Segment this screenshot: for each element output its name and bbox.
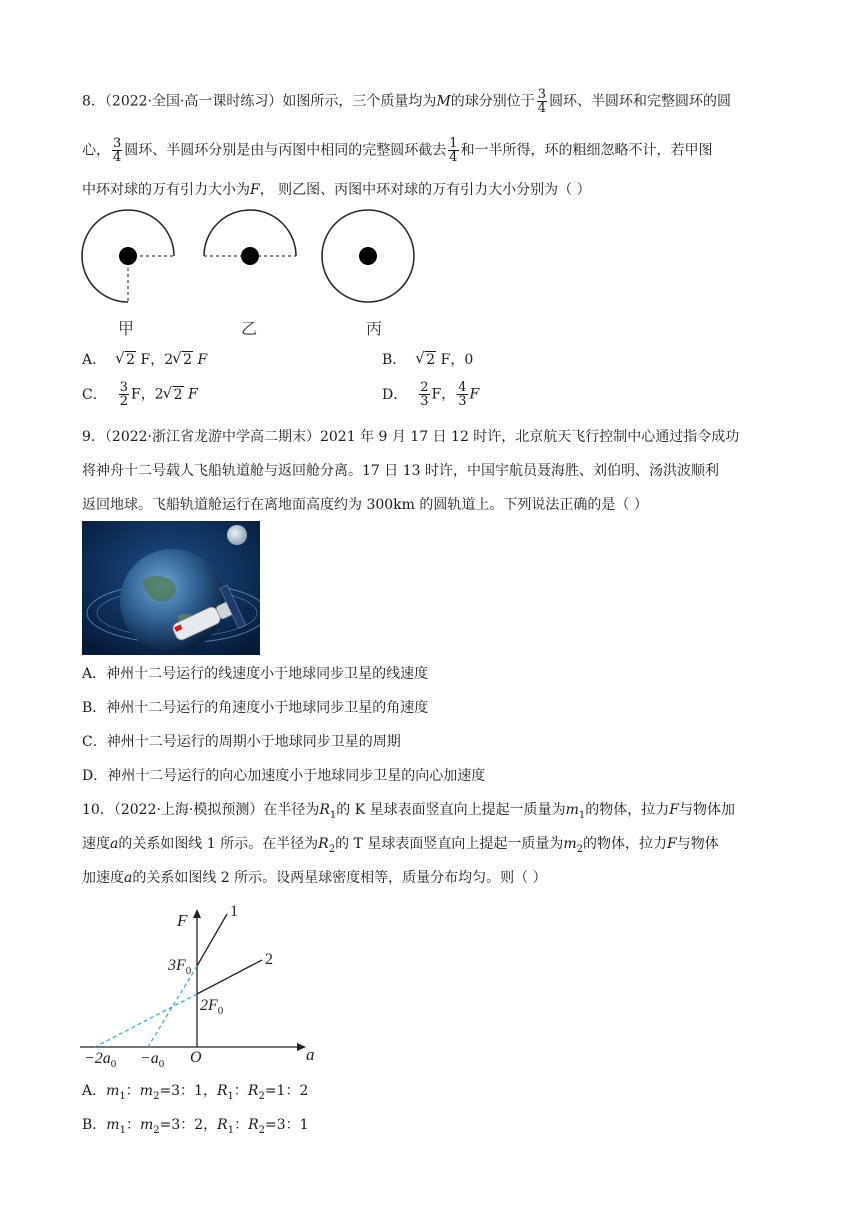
line-2-label: 2 xyxy=(265,951,273,968)
tick-neg-a0: $-a_0$ xyxy=(140,1050,165,1070)
x-axis-arrow xyxy=(297,1043,306,1051)
q10-line-1: 10．（2022·上海·模拟预测）在半径为$R_1$的 K 星球表面竖直向上提起一质量为$m_1$的物体，拉力F与物体加 xyxy=(82,802,735,821)
q8-option-a: A．√ 2 F，2√ 2 F xyxy=(82,349,207,369)
earth xyxy=(120,549,224,653)
q8-text: ， 则乙图、丙图中环对球的万有引力大小分别为（ ） xyxy=(259,182,591,198)
fraction-three-quarters: $\frac{3}{4}$ xyxy=(537,87,547,116)
fraction-one-quarter: $\frac{1}{4}$ xyxy=(449,136,458,165)
tick-3f0: $3F_0$ xyxy=(168,957,192,977)
force-symbol: F xyxy=(250,182,260,198)
q8-option-c: C． $\frac{3}{2}$ F，2√ 2 F xyxy=(82,381,198,408)
q8-option-d: D． $\frac{2}{3}$ F， $\frac{4}{3}$ F xyxy=(382,380,480,409)
q9-option-a: A．神州十二号运行的线速度小于地球同步卫星的线速度 xyxy=(82,666,429,682)
ball xyxy=(119,247,137,265)
y-axis-label: F xyxy=(177,911,188,930)
q9-option-c: C．神州十二号运行的周期小于地球同步卫星的周期 xyxy=(82,734,401,750)
tick-2f0: $2F_0$ xyxy=(200,997,224,1017)
q8-text: 8．（2022·全国·高一课时练习）如图所示，三个质量均为 xyxy=(82,93,437,110)
q8-option-b: B．√ 2 F，0 xyxy=(382,349,473,369)
graph-line-1 xyxy=(197,914,227,966)
q8-line-1 xyxy=(82,88,731,115)
line-1-label: 1 xyxy=(230,903,238,920)
q8-text: 的球分别位于 xyxy=(450,93,535,110)
q8-line-3 xyxy=(82,180,591,200)
q8-text: 中环对球的万有引力大小为 xyxy=(82,182,250,198)
fig-label-yi: 乙 xyxy=(241,319,258,338)
q10-line-3: 加速度a的关系如图线 2 所示。设两星球密度相等，质量分布均匀。则（ ） xyxy=(82,870,547,886)
spacecraft-earth-image xyxy=(82,521,260,655)
ball xyxy=(241,247,259,265)
q9-line-2: 将神舟十二号载人飞船轨道舱与返回舱分离。17 日 13 时许，中国宇航员聂海胜、刘伯明、汤洪波顺利 xyxy=(82,463,719,479)
ball xyxy=(359,247,377,265)
origin-label: O xyxy=(190,1049,202,1066)
ring-figures xyxy=(80,208,420,310)
y-axis-arrow xyxy=(193,909,201,918)
q8-text: 心， xyxy=(82,142,110,159)
q8-line-2 xyxy=(82,137,713,164)
tick-neg-2a0: $-2a_0$ xyxy=(84,1050,117,1070)
q8-text: 圆环、半圆环和完整圆环的圆 xyxy=(549,93,732,110)
fig-label-bing: 丙 xyxy=(366,319,383,338)
q9-option-d: D．神州十二号运行的向心加速度小于地球同步卫星的向心加速度 xyxy=(82,768,486,784)
q8-text: 圆环、半圆环分别是由与丙图中相同的完整圆环截去 xyxy=(124,142,447,159)
graph-line-2 xyxy=(197,960,262,994)
mass-symbol: M xyxy=(436,93,451,110)
force-acceleration-graph xyxy=(80,900,320,1070)
x-axis-label: a xyxy=(306,1045,315,1064)
q9-line-1: 9．（2022·浙江省龙游中学高二期末）2021 年 9 月 17 日 12 时许，北京航天飞行控制中心通过指令成功 xyxy=(82,429,740,445)
q8-text: 和一半所得，环的粗细忽略不计，若甲图 xyxy=(460,142,713,159)
q10-option-b: B．$m_1$：$m_2=3$：2，$R_1$：$R_2=3$：1 xyxy=(82,1117,309,1136)
q10-line-2: 速度a的关系如图线 1 所示。在半径为$R_2$的 T 星球表面竖直向上提起一质量为$m_2$的物体，拉力F与物体 xyxy=(82,836,719,855)
fraction-three-quarters: $\frac{3}{4}$ xyxy=(113,136,122,165)
moon xyxy=(227,525,247,545)
fig-label-jia: 甲 xyxy=(118,319,135,338)
q10-option-a: A．$m_1$：$m_2=3$：1，$R_1$：$R_2=1$：2 xyxy=(82,1083,309,1102)
line-2-extension xyxy=(95,994,197,1047)
q9-line-3: 返回地球。飞船轨道舱运行在离地面高度约为 300km 的圆轨道上。下列说法正确的是（ ） xyxy=(82,497,648,513)
line-1-extension xyxy=(148,966,197,1047)
q9-option-b: B．神州十二号运行的角速度小于地球同步卫星的角速度 xyxy=(82,700,429,716)
